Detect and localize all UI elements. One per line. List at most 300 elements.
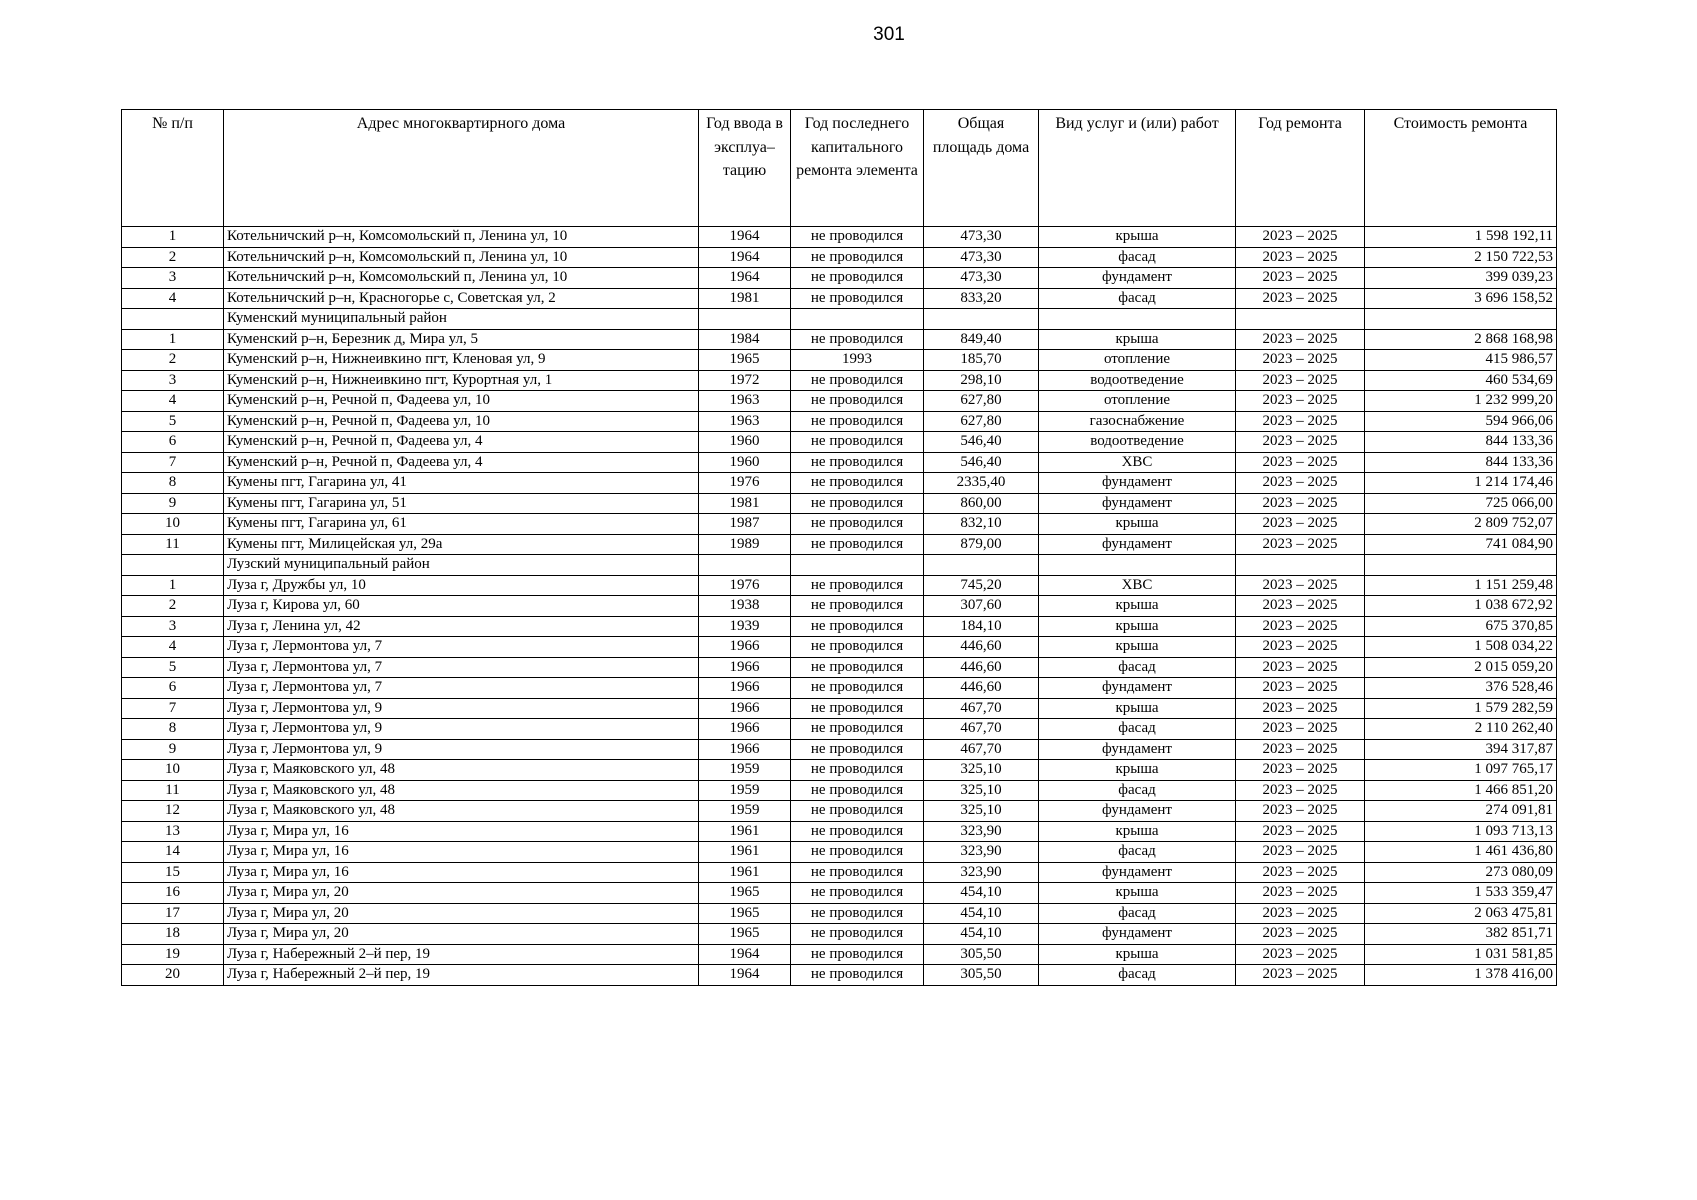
- cell-num: 10: [122, 760, 224, 781]
- cell-cost: 1 466 851,20: [1365, 780, 1557, 801]
- cell-address: Луза г, Лермонтова ул, 9: [224, 739, 699, 760]
- cell-num: 10: [122, 514, 224, 535]
- cell-work-type: водоотведение: [1039, 370, 1236, 391]
- cell-cost: 1 579 282,59: [1365, 698, 1557, 719]
- cell-last-repair: не проводился: [791, 780, 924, 801]
- cell-work-type: отопление: [1039, 350, 1236, 371]
- cell-address: Луза г, Маяковского ул, 48: [224, 760, 699, 781]
- empty-cell: [924, 555, 1039, 576]
- cell-num: 4: [122, 637, 224, 658]
- cell-repair-years: 2023 – 2025: [1236, 391, 1365, 412]
- cell-last-repair: не проводился: [791, 616, 924, 637]
- cell-address: Луза г, Набережный 2–й пер, 19: [224, 965, 699, 986]
- empty-cell: [122, 309, 224, 330]
- cell-cost: 1 151 259,48: [1365, 575, 1557, 596]
- table-row: [122, 719, 1557, 740]
- cell-year-built: 1964: [699, 965, 791, 986]
- table-row: [122, 637, 1557, 658]
- table-row: [122, 370, 1557, 391]
- cell-work-type: фасад: [1039, 247, 1236, 268]
- cell-last-repair: не проводился: [791, 575, 924, 596]
- cell-last-repair: не проводился: [791, 698, 924, 719]
- cell-area: 473,30: [924, 227, 1039, 248]
- table-row: [122, 391, 1557, 412]
- table-row: [122, 821, 1557, 842]
- table-row: [122, 534, 1557, 555]
- cell-work-type: ХВС: [1039, 575, 1236, 596]
- cell-cost: 1 093 713,13: [1365, 821, 1557, 842]
- cell-num: 8: [122, 473, 224, 494]
- cell-address: Куменский р–н, Нижнеивкино пгт, Курортная ул, 1: [224, 370, 699, 391]
- section-header-row: [122, 309, 1557, 330]
- header-address: Адрес многоквартирного дома: [224, 110, 699, 227]
- cell-address: Луза г, Ленина ул, 42: [224, 616, 699, 637]
- cell-work-type: фундамент: [1039, 268, 1236, 289]
- cell-cost: 1 598 192,11: [1365, 227, 1557, 248]
- cell-last-repair: не проводился: [791, 637, 924, 658]
- cell-repair-years: 2023 – 2025: [1236, 575, 1365, 596]
- cell-cost: 1 214 174,46: [1365, 473, 1557, 494]
- cell-cost: 415 986,57: [1365, 350, 1557, 371]
- cell-address: Луза г, Мира ул, 20: [224, 883, 699, 904]
- cell-last-repair: не проводился: [791, 227, 924, 248]
- cell-last-repair: не проводился: [791, 411, 924, 432]
- cell-area: 446,60: [924, 657, 1039, 678]
- cell-area: 546,40: [924, 432, 1039, 453]
- cell-work-type: крыша: [1039, 698, 1236, 719]
- cell-cost: 460 534,69: [1365, 370, 1557, 391]
- table-row: [122, 760, 1557, 781]
- table-row: [122, 883, 1557, 904]
- cell-area: 446,60: [924, 637, 1039, 658]
- cell-num: 15: [122, 862, 224, 883]
- cell-last-repair: не проводился: [791, 432, 924, 453]
- cell-area: 305,50: [924, 944, 1039, 965]
- cell-last-repair: не проводился: [791, 801, 924, 822]
- table-row: [122, 493, 1557, 514]
- empty-cell: [1039, 555, 1236, 576]
- empty-cell: [699, 555, 791, 576]
- cell-year-built: 1959: [699, 760, 791, 781]
- section-title: Лузский муниципальный район: [224, 555, 699, 576]
- cell-cost: 741 084,90: [1365, 534, 1557, 555]
- cell-repair-years: 2023 – 2025: [1236, 329, 1365, 350]
- cell-year-built: 1964: [699, 268, 791, 289]
- cell-cost: 376 528,46: [1365, 678, 1557, 699]
- cell-year-built: 1966: [699, 657, 791, 678]
- cell-address: Луза г, Мира ул, 16: [224, 862, 699, 883]
- cell-work-type: фундамент: [1039, 473, 1236, 494]
- header-work-type: Вид услуг и (или) работ: [1039, 110, 1236, 227]
- table-row: [122, 288, 1557, 309]
- cell-num: 2: [122, 350, 224, 371]
- cell-address: Котельничский р–н, Комсомольский п, Ленина ул, 10: [224, 227, 699, 248]
- cell-num: 19: [122, 944, 224, 965]
- cell-area: 467,70: [924, 698, 1039, 719]
- cell-year-built: 1963: [699, 391, 791, 412]
- cell-year-built: 1972: [699, 370, 791, 391]
- cell-year-built: 1984: [699, 329, 791, 350]
- cell-year-built: 1964: [699, 944, 791, 965]
- cell-year-built: 1963: [699, 411, 791, 432]
- cell-year-built: 1976: [699, 473, 791, 494]
- cell-address: Луза г, Мира ул, 16: [224, 821, 699, 842]
- cell-repair-years: 2023 – 2025: [1236, 473, 1365, 494]
- cell-year-built: 1959: [699, 801, 791, 822]
- cell-work-type: фундамент: [1039, 739, 1236, 760]
- cell-address: Куменский р–н, Речной п, Фадеева ул, 4: [224, 432, 699, 453]
- cell-last-repair: не проводился: [791, 944, 924, 965]
- table-row: [122, 944, 1557, 965]
- cell-cost: 1 461 436,80: [1365, 842, 1557, 863]
- cell-cost: 2 110 262,40: [1365, 719, 1557, 740]
- cell-num: 6: [122, 432, 224, 453]
- cell-cost: 2 150 722,53: [1365, 247, 1557, 268]
- table-row: [122, 780, 1557, 801]
- cell-area: 325,10: [924, 780, 1039, 801]
- cell-work-type: фундамент: [1039, 801, 1236, 822]
- cell-work-type: крыша: [1039, 514, 1236, 535]
- cell-area: 833,20: [924, 288, 1039, 309]
- cell-repair-years: 2023 – 2025: [1236, 883, 1365, 904]
- cell-work-type: фасад: [1039, 842, 1236, 863]
- cell-year-built: 1964: [699, 227, 791, 248]
- cell-year-built: 1960: [699, 432, 791, 453]
- cell-area: 860,00: [924, 493, 1039, 514]
- cell-repair-years: 2023 – 2025: [1236, 801, 1365, 822]
- cell-area: 454,10: [924, 924, 1039, 945]
- table-row: [122, 801, 1557, 822]
- cell-address: Котельничский р–н, Красногорье с, Советская ул, 2: [224, 288, 699, 309]
- cell-cost: 1 232 999,20: [1365, 391, 1557, 412]
- cell-area: 323,90: [924, 821, 1039, 842]
- cell-last-repair: не проводился: [791, 719, 924, 740]
- cell-num: 16: [122, 883, 224, 904]
- cell-repair-years: 2023 – 2025: [1236, 432, 1365, 453]
- cell-num: 6: [122, 678, 224, 699]
- cell-num: 12: [122, 801, 224, 822]
- cell-work-type: фундамент: [1039, 678, 1236, 699]
- cell-num: 20: [122, 965, 224, 986]
- cell-last-repair: не проводился: [791, 596, 924, 617]
- cell-repair-years: 2023 – 2025: [1236, 350, 1365, 371]
- cell-area: 454,10: [924, 883, 1039, 904]
- empty-cell: [1236, 555, 1365, 576]
- cell-repair-years: 2023 – 2025: [1236, 678, 1365, 699]
- cell-work-type: ХВС: [1039, 452, 1236, 473]
- empty-cell: [1236, 309, 1365, 330]
- cell-year-built: 1960: [699, 452, 791, 473]
- repair-registry-table: [121, 109, 1557, 986]
- cell-cost: 844 133,36: [1365, 432, 1557, 453]
- cell-year-built: 1989: [699, 534, 791, 555]
- cell-year-built: 1966: [699, 719, 791, 740]
- cell-work-type: отопление: [1039, 391, 1236, 412]
- cell-repair-years: 2023 – 2025: [1236, 698, 1365, 719]
- cell-work-type: фасад: [1039, 903, 1236, 924]
- cell-work-type: крыша: [1039, 944, 1236, 965]
- cell-num: 3: [122, 268, 224, 289]
- cell-year-built: 1966: [699, 678, 791, 699]
- cell-last-repair: не проводился: [791, 288, 924, 309]
- cell-work-type: фундамент: [1039, 534, 1236, 555]
- cell-repair-years: 2023 – 2025: [1236, 616, 1365, 637]
- cell-repair-years: 2023 – 2025: [1236, 780, 1365, 801]
- cell-address: Луза г, Лермонтова ул, 9: [224, 698, 699, 719]
- cell-repair-years: 2023 – 2025: [1236, 842, 1365, 863]
- cell-area: 305,50: [924, 965, 1039, 986]
- cell-last-repair: не проводился: [791, 473, 924, 494]
- table-row: [122, 678, 1557, 699]
- cell-work-type: водоотведение: [1039, 432, 1236, 453]
- cell-last-repair: не проводился: [791, 268, 924, 289]
- cell-repair-years: 2023 – 2025: [1236, 657, 1365, 678]
- cell-work-type: фасад: [1039, 657, 1236, 678]
- cell-address: Кумены пгт, Гагарина ул, 41: [224, 473, 699, 494]
- cell-work-type: фундамент: [1039, 924, 1236, 945]
- cell-repair-years: 2023 – 2025: [1236, 288, 1365, 309]
- cell-last-repair: не проводился: [791, 452, 924, 473]
- cell-cost: 1 378 416,00: [1365, 965, 1557, 986]
- cell-num: 18: [122, 924, 224, 945]
- cell-area: 467,70: [924, 719, 1039, 740]
- cell-num: 4: [122, 391, 224, 412]
- cell-work-type: крыша: [1039, 227, 1236, 248]
- cell-last-repair: не проводился: [791, 903, 924, 924]
- cell-repair-years: 2023 – 2025: [1236, 924, 1365, 945]
- cell-last-repair: не проводился: [791, 657, 924, 678]
- cell-repair-years: 2023 – 2025: [1236, 411, 1365, 432]
- cell-area: 298,10: [924, 370, 1039, 391]
- cell-cost: 725 066,00: [1365, 493, 1557, 514]
- cell-num: 11: [122, 780, 224, 801]
- cell-last-repair: не проводился: [791, 678, 924, 699]
- cell-repair-years: 2023 – 2025: [1236, 739, 1365, 760]
- cell-address: Луза г, Мира ул, 20: [224, 924, 699, 945]
- cell-address: Куменский р–н, Речной п, Фадеева ул, 10: [224, 411, 699, 432]
- cell-cost: 399 039,23: [1365, 268, 1557, 289]
- cell-work-type: крыша: [1039, 616, 1236, 637]
- cell-address: Луза г, Дружбы ул, 10: [224, 575, 699, 596]
- cell-num: 13: [122, 821, 224, 842]
- cell-num: 1: [122, 575, 224, 596]
- cell-area: 879,00: [924, 534, 1039, 555]
- cell-cost: 1 533 359,47: [1365, 883, 1557, 904]
- header-cost: Стоимость ремонта: [1365, 110, 1557, 227]
- cell-area: 745,20: [924, 575, 1039, 596]
- cell-repair-years: 2023 – 2025: [1236, 637, 1365, 658]
- cell-area: 185,70: [924, 350, 1039, 371]
- cell-cost: 2 063 475,81: [1365, 903, 1557, 924]
- cell-work-type: крыша: [1039, 760, 1236, 781]
- header-last-repair: Год последнего капитального ремонта элемента: [791, 110, 924, 227]
- cell-last-repair: не проводился: [791, 821, 924, 842]
- cell-area: 473,30: [924, 268, 1039, 289]
- table-row: [122, 616, 1557, 637]
- cell-cost: 394 317,87: [1365, 739, 1557, 760]
- cell-last-repair: не проводился: [791, 493, 924, 514]
- cell-address: Кумены пгт, Гагарина ул, 51: [224, 493, 699, 514]
- cell-num: 3: [122, 370, 224, 391]
- cell-repair-years: 2023 – 2025: [1236, 821, 1365, 842]
- cell-address: Котельничский р–н, Комсомольский п, Ленина ул, 10: [224, 268, 699, 289]
- cell-address: Луза г, Набережный 2–й пер, 19: [224, 944, 699, 965]
- empty-cell: [1039, 309, 1236, 330]
- cell-cost: 273 080,09: [1365, 862, 1557, 883]
- cell-year-built: 1966: [699, 698, 791, 719]
- cell-address: Луза г, Лермонтова ул, 9: [224, 719, 699, 740]
- cell-repair-years: 2023 – 2025: [1236, 944, 1365, 965]
- empty-cell: [699, 309, 791, 330]
- table-row: [122, 268, 1557, 289]
- cell-address: Луза г, Лермонтова ул, 7: [224, 637, 699, 658]
- cell-last-repair: не проводился: [791, 247, 924, 268]
- table-row: [122, 514, 1557, 535]
- cell-repair-years: 2023 – 2025: [1236, 534, 1365, 555]
- cell-year-built: 1976: [699, 575, 791, 596]
- table-row: [122, 924, 1557, 945]
- cell-last-repair: не проводился: [791, 739, 924, 760]
- table-row: [122, 903, 1557, 924]
- cell-area: 325,10: [924, 801, 1039, 822]
- cell-address: Кумены пгт, Гагарина ул, 61: [224, 514, 699, 535]
- cell-work-type: газоснабжение: [1039, 411, 1236, 432]
- cell-cost: 594 966,06: [1365, 411, 1557, 432]
- cell-num: 8: [122, 719, 224, 740]
- cell-repair-years: 2023 – 2025: [1236, 719, 1365, 740]
- cell-address: Луза г, Мира ул, 16: [224, 842, 699, 863]
- cell-year-built: 1939: [699, 616, 791, 637]
- cell-year-built: 1987: [699, 514, 791, 535]
- cell-cost: 844 133,36: [1365, 452, 1557, 473]
- cell-address: Куменский р–н, Нижнеивкино пгт, Кленовая ул, 9: [224, 350, 699, 371]
- table-row: [122, 698, 1557, 719]
- cell-work-type: фундамент: [1039, 493, 1236, 514]
- cell-last-repair: не проводился: [791, 883, 924, 904]
- cell-year-built: 1961: [699, 842, 791, 863]
- section-title: Куменский муниципальный район: [224, 309, 699, 330]
- cell-area: 473,30: [924, 247, 1039, 268]
- cell-cost: 382 851,71: [1365, 924, 1557, 945]
- cell-cost: 274 091,81: [1365, 801, 1557, 822]
- table-header-row: [122, 110, 1557, 227]
- cell-repair-years: 2023 – 2025: [1236, 596, 1365, 617]
- cell-address: Куменский р–н, Речной п, Фадеева ул, 10: [224, 391, 699, 412]
- cell-cost: 1 508 034,22: [1365, 637, 1557, 658]
- cell-last-repair: не проводился: [791, 329, 924, 350]
- table-row: [122, 473, 1557, 494]
- cell-year-built: 1965: [699, 903, 791, 924]
- cell-cost: 2 015 059,20: [1365, 657, 1557, 678]
- cell-num: 7: [122, 698, 224, 719]
- cell-year-built: 1961: [699, 821, 791, 842]
- cell-address: Кумены пгт, Милицейская ул, 29а: [224, 534, 699, 555]
- cell-repair-years: 2023 – 2025: [1236, 247, 1365, 268]
- table-row: [122, 432, 1557, 453]
- cell-work-type: фасад: [1039, 965, 1236, 986]
- cell-num: 17: [122, 903, 224, 924]
- header-repair-years: Год ремонта: [1236, 110, 1365, 227]
- cell-year-built: 1938: [699, 596, 791, 617]
- cell-work-type: крыша: [1039, 821, 1236, 842]
- cell-address: Луза г, Маяковского ул, 48: [224, 801, 699, 822]
- table-row: [122, 452, 1557, 473]
- cell-repair-years: 2023 – 2025: [1236, 862, 1365, 883]
- table-row: [122, 862, 1557, 883]
- table-row: [122, 350, 1557, 371]
- cell-address: Котельничский р–н, Комсомольский п, Ленина ул, 10: [224, 247, 699, 268]
- cell-num: 7: [122, 452, 224, 473]
- cell-work-type: крыша: [1039, 329, 1236, 350]
- cell-num: 2: [122, 247, 224, 268]
- cell-num: 5: [122, 411, 224, 432]
- empty-cell: [924, 309, 1039, 330]
- cell-work-type: крыша: [1039, 637, 1236, 658]
- table-row: [122, 596, 1557, 617]
- cell-last-repair: не проводился: [791, 965, 924, 986]
- cell-last-repair: не проводился: [791, 760, 924, 781]
- cell-address: Луза г, Лермонтова ул, 7: [224, 657, 699, 678]
- cell-num: 1: [122, 329, 224, 350]
- cell-area: 2335,40: [924, 473, 1039, 494]
- cell-last-repair: не проводился: [791, 370, 924, 391]
- cell-last-repair: не проводился: [791, 534, 924, 555]
- cell-last-repair: не проводился: [791, 514, 924, 535]
- table-row: [122, 739, 1557, 760]
- table-row: [122, 329, 1557, 350]
- cell-area: 184,10: [924, 616, 1039, 637]
- empty-cell: [1365, 555, 1557, 576]
- cell-area: 546,40: [924, 452, 1039, 473]
- cell-repair-years: 2023 – 2025: [1236, 514, 1365, 535]
- empty-cell: [791, 309, 924, 330]
- cell-area: 627,80: [924, 411, 1039, 432]
- cell-area: 325,10: [924, 760, 1039, 781]
- cell-area: 446,60: [924, 678, 1039, 699]
- cell-year-built: 1959: [699, 780, 791, 801]
- cell-year-built: 1981: [699, 493, 791, 514]
- cell-work-type: фундамент: [1039, 862, 1236, 883]
- cell-repair-years: 2023 – 2025: [1236, 760, 1365, 781]
- cell-last-repair: не проводился: [791, 391, 924, 412]
- cell-repair-years: 2023 – 2025: [1236, 370, 1365, 391]
- cell-num: 1: [122, 227, 224, 248]
- table-row: [122, 575, 1557, 596]
- cell-last-repair: 1993: [791, 350, 924, 371]
- cell-year-built: 1981: [699, 288, 791, 309]
- header-area: Общая площадь дома: [924, 110, 1039, 227]
- empty-cell: [1365, 309, 1557, 330]
- table-row: [122, 247, 1557, 268]
- cell-address: Луза г, Маяковского ул, 48: [224, 780, 699, 801]
- cell-cost: 3 696 158,52: [1365, 288, 1557, 309]
- cell-area: 307,60: [924, 596, 1039, 617]
- cell-address: Луза г, Кирова ул, 60: [224, 596, 699, 617]
- cell-area: 627,80: [924, 391, 1039, 412]
- cell-year-built: 1965: [699, 350, 791, 371]
- cell-num: 5: [122, 657, 224, 678]
- cell-num: 9: [122, 739, 224, 760]
- header-num: № п/п: [122, 110, 224, 227]
- cell-repair-years: 2023 – 2025: [1236, 268, 1365, 289]
- cell-work-type: фасад: [1039, 288, 1236, 309]
- cell-num: 14: [122, 842, 224, 863]
- cell-address: Луза г, Лермонтова ул, 7: [224, 678, 699, 699]
- cell-cost: 2 868 168,98: [1365, 329, 1557, 350]
- cell-area: 323,90: [924, 842, 1039, 863]
- cell-last-repair: не проводился: [791, 862, 924, 883]
- section-header-row: [122, 555, 1557, 576]
